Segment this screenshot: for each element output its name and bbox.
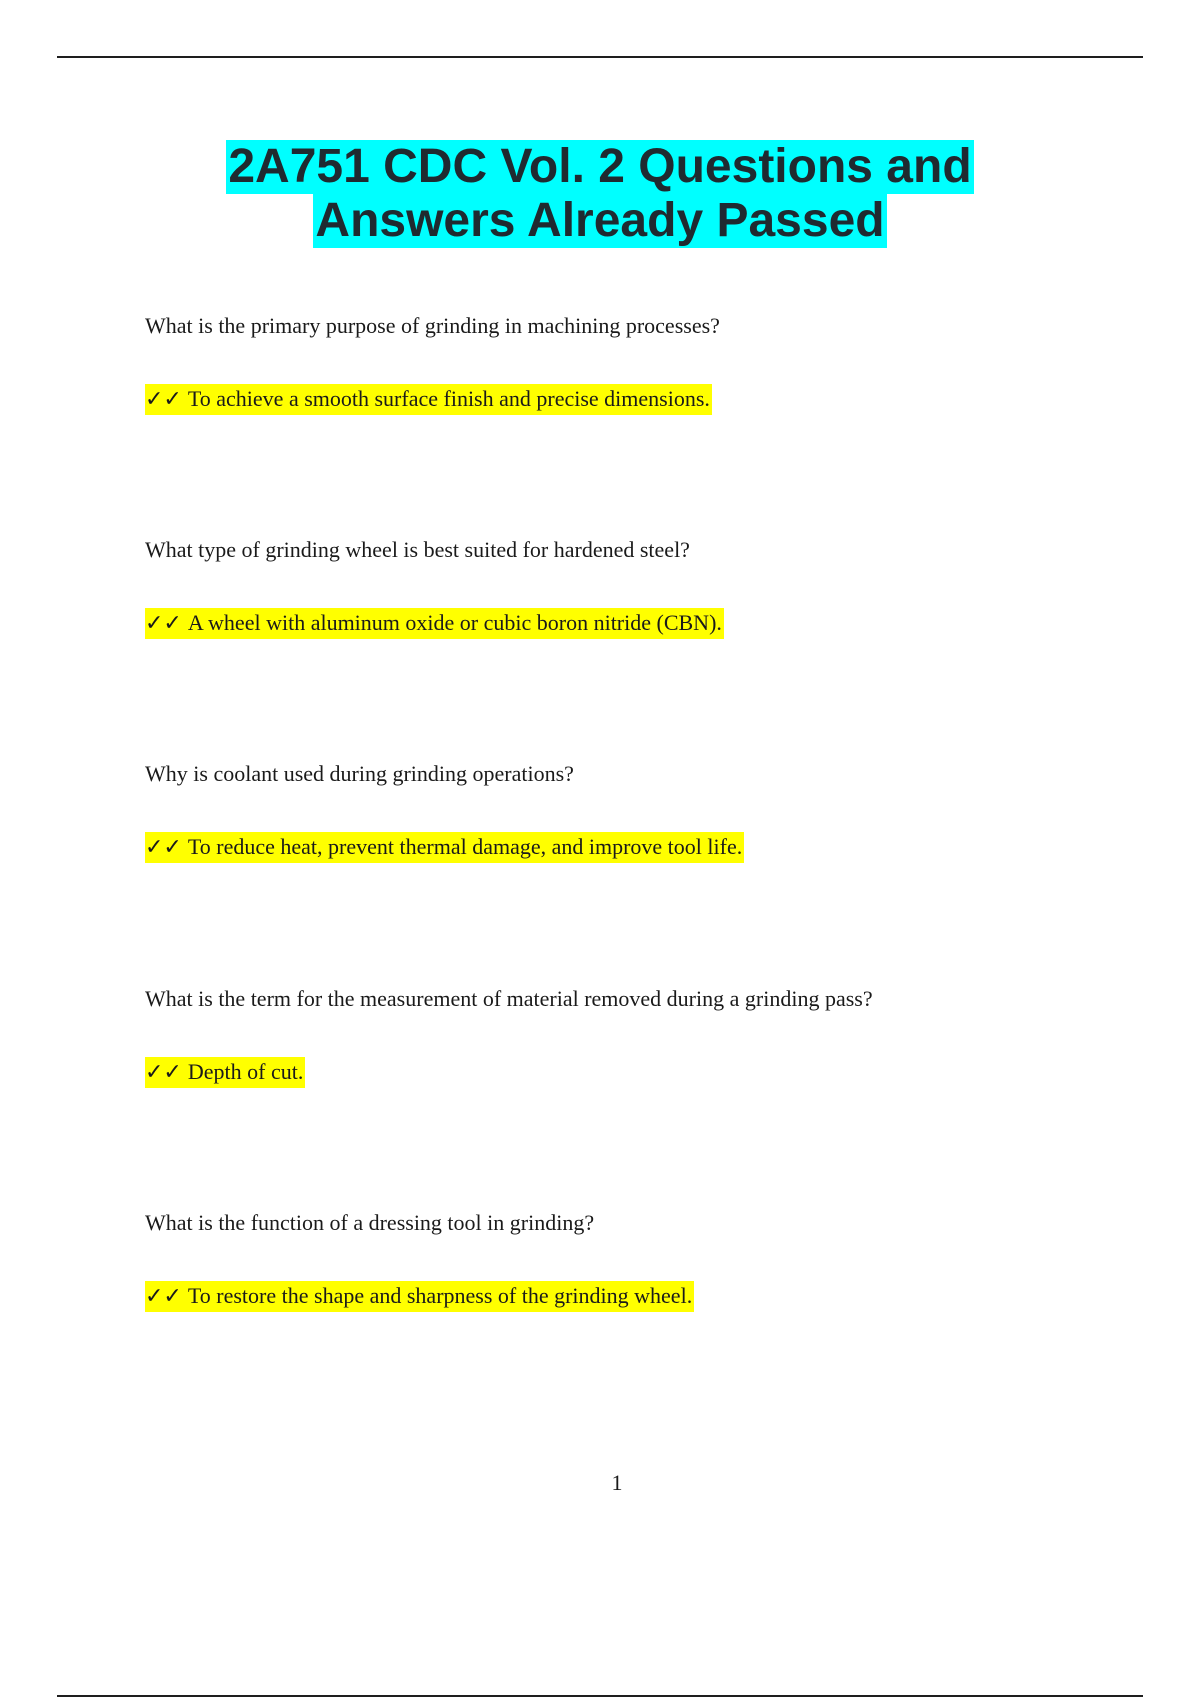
answer-text (145, 384, 712, 415)
title-line-2: Answers Already Passed (315, 194, 885, 247)
question-text: What is the primary purpose of grinding in machining processes? (145, 313, 720, 338)
answer-text (145, 1057, 305, 1088)
question-text: What type of grinding wheel is best suited for hardened steel? (145, 537, 690, 562)
check-mark-icon: ✓✓ (145, 835, 182, 860)
answer-label: To reduce heat, prevent thermal damage, and improve tool life. (187, 834, 743, 859)
check-mark-icon: ✓✓ (145, 1284, 182, 1309)
top-divider (57, 56, 1143, 58)
title-line-1: 2A751 CDC Vol. 2 Questions and (228, 140, 972, 193)
check-mark-icon: ✓✓ (145, 1060, 182, 1085)
answer-label: Depth of cut. (187, 1059, 304, 1084)
check-mark-icon: ✓✓ (145, 387, 182, 412)
answer-text (145, 608, 724, 639)
question-text: What is the term for the measurement of material removed during a grinding pass? (145, 986, 873, 1011)
bottom-divider (57, 1695, 1143, 1697)
page-number: 1 (611, 1470, 623, 1495)
question-text: Why is coolant used during grinding operations? (145, 761, 574, 786)
document-title (0, 140, 1200, 248)
answer-text (145, 832, 744, 863)
answer-text (145, 1281, 694, 1312)
check-mark-icon: ✓✓ (145, 611, 182, 636)
answer-label: To achieve a smooth surface finish and precise dimensions. (187, 386, 710, 411)
answer-label: A wheel with aluminum oxide or cubic boron nitride (CBN). (187, 610, 722, 635)
answer-label: To restore the shape and sharpness of the grinding wheel. (187, 1283, 693, 1308)
question-text: What is the function of a dressing tool in grinding? (145, 1210, 595, 1235)
